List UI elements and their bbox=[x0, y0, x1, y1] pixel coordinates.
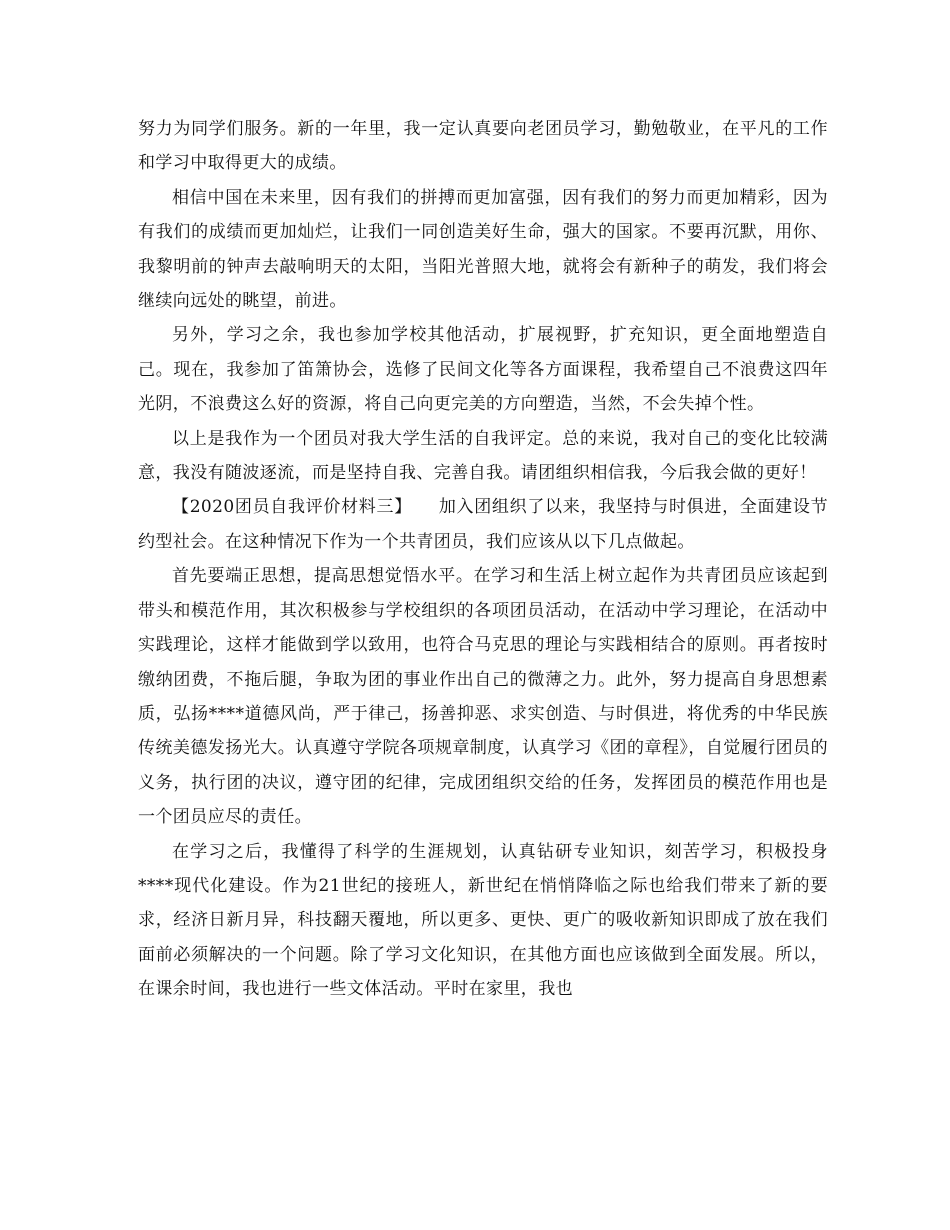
paragraph-2: 相信中国在未来里，因有我们的拼搏而更加富强，因有我们的努力而更加精彩，因为有我们的成绩而更加灿烂，让我们一同创造美好生命，强大的国家。不要再沉默，用你、我黎明前的钟声去敲响明天的太阳，当阳光普照大地，就将会有新种子的萌发，我们将会继续向远处的眺望，前进。 bbox=[138, 187, 828, 312]
paragraph-4: 以上是我作为一个团员对我大学生活的自我评定。总的来说，我对自己的变化比较满意，我没有随波逐流，而是坚持自我、完善自我。请团组织相信我，今后我会做的更好！ bbox=[138, 428, 828, 484]
paragraph-5: 【2020团员自我评价材料三】 加入团组织了以来，我坚持与时俱进，全面建设节约型社会。在这种情况下作为一个共青团员，我们应该从以下几点做起。 bbox=[138, 497, 828, 552]
paragraph-6: 首先要端正思想，提高思想觉悟水平。在学习和生活上树立起作为共青团员应该起到带头和模范作用，其次积极参与学校组织的各项团员活动，在活动中学习理论，在活动中实践理论，这样才能做到学以致用，也符合马克思的理论与实践相结合的原则。再者按时缴纳团费，不拖后腿，争取为团的事业作出自己的微薄之力。此外，努力提高自身思想素质，弘扬****道德风尚，严于律己，扬善抑恶、求实创造、与时俱进，将优秀的中华民族传统美德发扬光大。认真遵守学院各项规章制度，认真学习《团的章程》，自觉履行团员的义务，执行团的决议，遵守团的纪律，完成团组织交给的任务，发挥团员的模范作用也是一个团员应尽的责任。 bbox=[138, 566, 828, 828]
paragraph-3: 另外，学习之余，我也参加学校其他活动，扩展视野，扩充知识，更全面地塑造自己。现在，我参加了笛箫协会，选修了民间文化等各方面课程，我希望自己不浪费这四年光阴，不浪费这么好的资源，将自己向更完美的方向塑造，当然，不会失掉个性。 bbox=[138, 325, 828, 415]
paragraph-7: 在学习之后，我懂得了科学的生涯规划，认真钻研专业知识，刻苦学习，积极投身****现代化建设。作为21世纪的接班人，新世纪在悄悄降临之际也给我们带来了新的要求，经济日新月异，科技翻天覆地，所以更多、更快、更广的吸收新知识即成了放在我们面前必须解决的一个问题。除了学习文化知识，在其他方面也应该做到全面发展。所以，在课余时间，我也进行一些文体活动。平时在家里，我也 bbox=[138, 841, 828, 1000]
paragraph-1: 努力为同学们服务。新的一年里，我一定认真要向老团员学习，勤勉敬业，在平凡的工作和学习中取得更大的成绩。 bbox=[138, 119, 828, 174]
document-body bbox=[138, 112, 828, 1007]
